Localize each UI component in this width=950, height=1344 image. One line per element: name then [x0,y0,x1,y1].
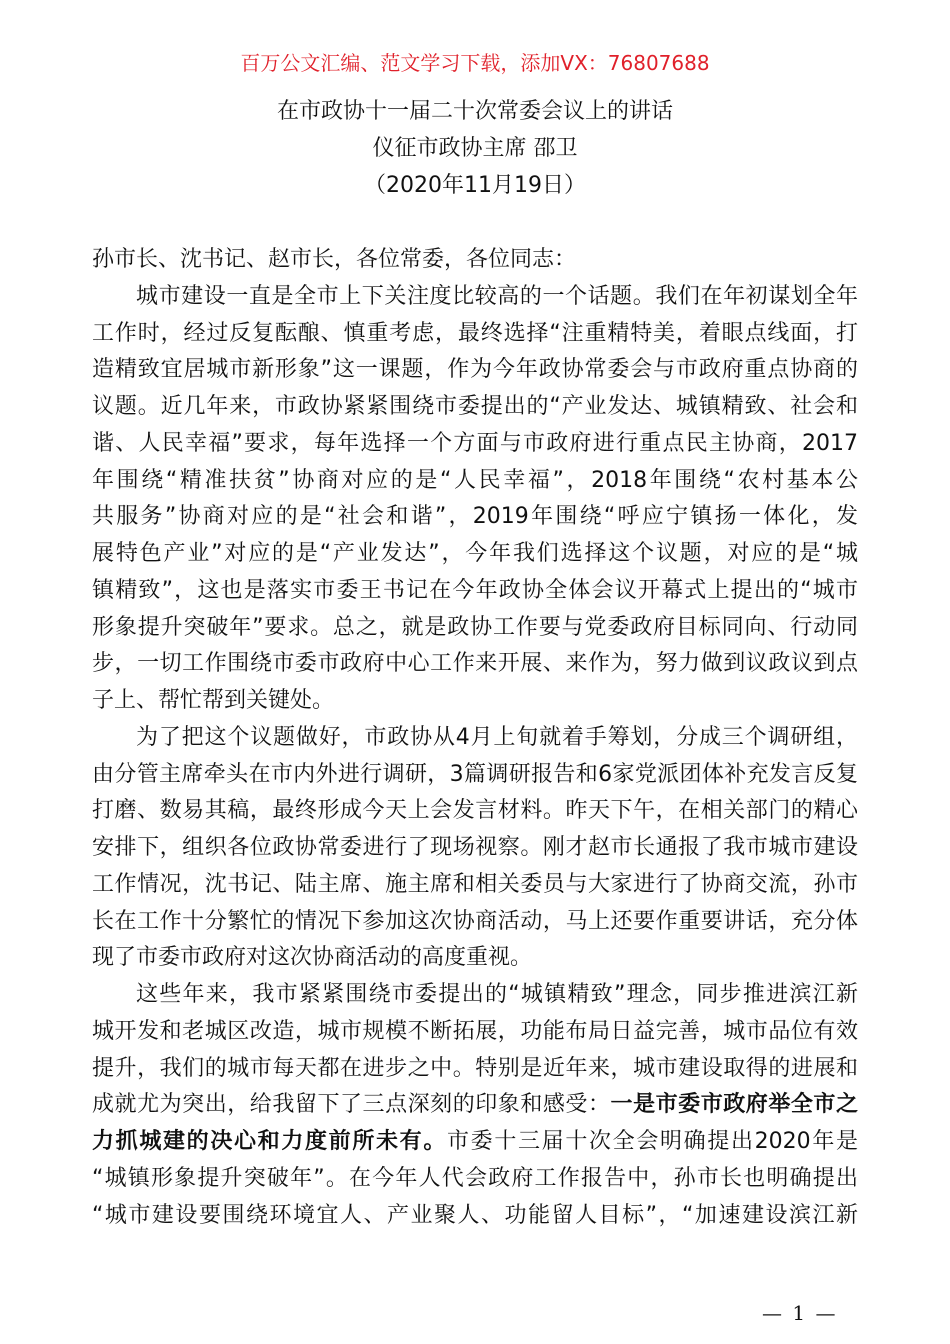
text-segment: 工作情况，沈书记、陆主席、施主席和相关委员与大家进行了协商交流，孙市 [92,871,858,897]
text-line [92,389,858,426]
text-segment: 为了把这个议题做好，市政协从4月上旬就着手筹划，分成三个调研组， [136,724,858,750]
header-watermark-note: 百万公文汇编、范文学习下载，添加VX：76807688 [240,51,710,75]
text-segment: 长在工作十分繁忙的情况下参加这次协商活动，马上还要作重要讲话，充分体 [92,908,858,934]
text-line [92,867,858,904]
text-segment: 年围绕“精准扶贫”协商对应的是“人民幸福”，2018年围绕“农村基本公 [92,467,858,493]
text-segment: 工作时，经过反复酝酿、慎重考虑，最终选择“注重精特美，着眼点线面，打 [92,320,858,346]
text-segment: 市委十三届十次全会明确提出2020年是 [447,1129,858,1154]
text-line [92,536,858,573]
document-title: 在市政协十一届二十次常委会议上的讲话 [276,99,673,124]
text-line [92,1087,858,1124]
bold-text-segment: 一是市委市政府举全市之 [610,1092,858,1118]
text-line [92,1161,858,1198]
text-segment: 安排下，组织各位政协常委进行了现场视察。刚才赵市长通报了我市城市建设 [92,835,858,860]
text-line [92,242,858,279]
text-segment: 由分管主席牵头在市内外进行调研，3篇调研报告和6家党派团体补充发言反复 [92,761,858,787]
text-segment: 孙市长、沈书记、赵市长，各位常委，各位同志： [92,247,577,272]
text-line [92,573,858,610]
text-line [92,610,858,647]
text-line [92,426,858,463]
text-segment: 镇精致”，这也是落实市委王书记在今年政协全体会议开幕式上提出的“城市 [92,577,858,603]
text-segment: 形象提升突破年”要求。总之，就是政协工作要与党委政府目标同向、行动同 [92,614,858,640]
text-segment: 议题。近几年来，市政协紧紧围绕市委提出的“产业发达、城镇精致、社会和 [92,394,858,419]
text-segment: 展特色产业”对应的是“产业发达”，今年我们选择这个议题，对应的是“城 [92,541,858,566]
text-segment: 提升，我们的城市每天都在进步之中。特别是近年来，城市建设取得的进展和 [92,1055,858,1081]
text-line [92,463,858,500]
text-line [92,830,858,867]
speech-date: （2020年11月19日） [364,173,586,198]
text-line [92,1051,858,1088]
text-line [92,904,858,941]
text-line [92,683,858,720]
text-line [92,499,858,536]
page-number: — 1 — [762,1301,838,1325]
text-line [92,316,858,353]
document-body [92,242,858,1234]
text-line [92,279,858,316]
text-segment: “城镇形象提升突破年”。在今年人代会政府工作报告中，孙市长也明确提出 [92,1165,858,1191]
text-line [92,352,858,389]
text-segment: 步，一切工作围绕市委市政府中心工作来开展、来作为，努力做到议政议到点 [92,651,858,677]
text-line [92,757,858,794]
text-line [92,793,858,830]
text-segment: 打磨、数易其稿，最终形成今天上会发言材料。昨天下午，在相关部门的精心 [92,798,858,824]
text-segment: 成就尤为突出，给我留下了三点深刻的印象和感受： [92,1092,611,1118]
bold-text-segment: 力抓城建的决心和力度前所未有。 [92,1129,447,1154]
text-segment: 城开发和老城区改造，城市规模不断拓展，功能布局日益完善，城市品位有效 [92,1018,858,1044]
text-line [92,1124,858,1161]
speaker-line: 仪征市政协主席 邵卫 [372,136,578,161]
text-segment: 共服务”协商对应的是“社会和谐”，2019年围绕“呼应宁镇扬一体化，发 [92,504,858,530]
text-segment: “城市建设要围绕环境宜人、产业聚人、功能留人目标”，“加速建设滨江新 [92,1202,858,1228]
text-line [92,940,858,977]
text-line [92,1014,858,1051]
text-segment: 子上、帮忙帮到关键处。 [92,688,335,713]
text-segment: 现了市委市政府对这次协商活动的高度重视。 [92,945,533,971]
text-line [92,720,858,757]
text-segment: 城市建设一直是全市上下关注度比较高的一个话题。我们在年初谋划全年 [136,283,858,309]
text-line [92,1198,858,1235]
text-segment: 这些年来，我市紧紧围绕市委提出的“城镇精致”理念，同步推进滨江新 [136,982,858,1007]
text-line [92,977,858,1014]
text-segment: 谐、人民幸福”要求，每年选择一个方面与市政府进行重点民主协商，2017 [92,430,858,456]
text-segment: 造精致宜居城市新形象”这一课题，作为今年政协常委会与市政府重点协商的 [92,357,858,383]
text-line [92,646,858,683]
